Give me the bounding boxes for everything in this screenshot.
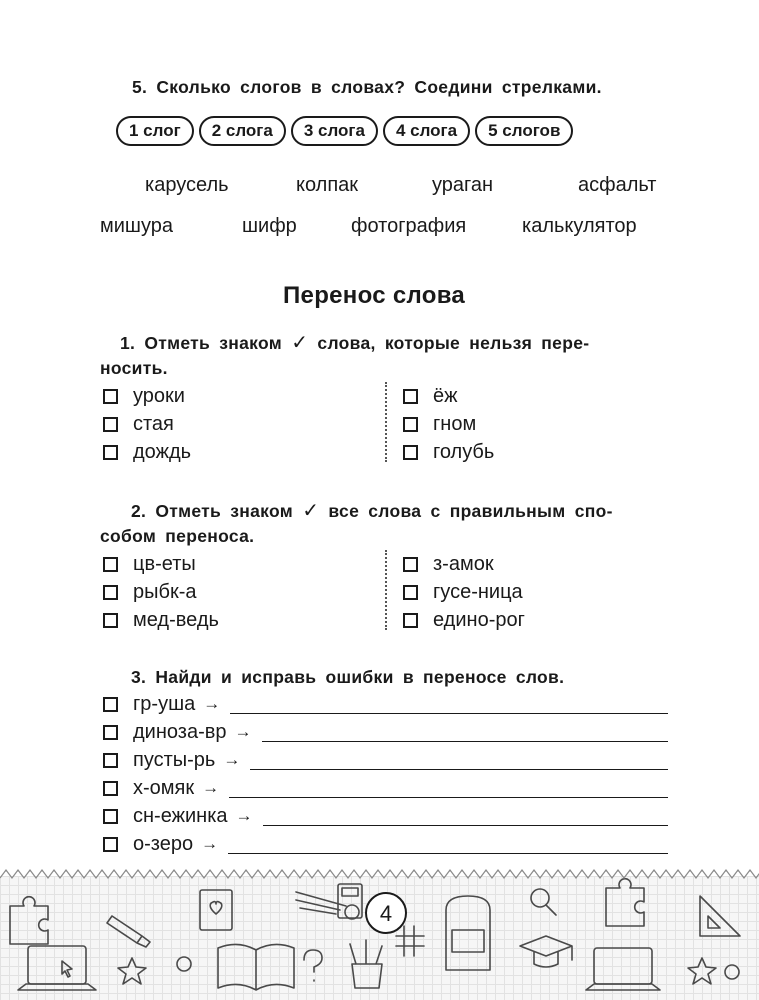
- checkbox-item[interactable]: [103, 606, 219, 634]
- syllable-option[interactable]: 2 слога: [199, 116, 286, 146]
- task1-title-end: слова, которые нельзя пере-: [317, 333, 590, 353]
- checkbox-item[interactable]: [103, 382, 185, 410]
- syllable-option[interactable]: 4 слога: [383, 116, 470, 146]
- word-item[interactable]: калькулятор: [522, 215, 637, 237]
- checkbox-label: з-амок: [433, 552, 494, 575]
- checkbox-item[interactable]: [403, 550, 494, 578]
- correction-row[interactable]: [103, 774, 668, 802]
- checkbox[interactable]: [103, 837, 118, 852]
- checkbox[interactable]: [103, 725, 118, 740]
- checkbox[interactable]: [403, 417, 418, 432]
- task3-title: 3. Найди и исправь ошибки в переносе слов.: [131, 667, 565, 687]
- arrow-right-icon: →: [235, 806, 253, 825]
- task2-title: [131, 498, 613, 523]
- word-item[interactable]: асфальт: [578, 174, 657, 196]
- word-item[interactable]: шифр: [242, 215, 297, 237]
- checkbox-item[interactable]: [403, 438, 494, 466]
- checkbox-item[interactable]: [403, 606, 525, 634]
- column-divider: [385, 382, 387, 462]
- word-item[interactable]: карусель: [145, 174, 229, 196]
- arrow-right-icon: →: [202, 778, 220, 797]
- checkbox-label: едино-рог: [433, 608, 525, 631]
- checkbox-label: ёж: [433, 384, 458, 407]
- check-mark-icon: ✓: [302, 500, 320, 522]
- correction-row[interactable]: [103, 746, 668, 774]
- task1-title-line2: носить.: [100, 358, 168, 378]
- checkbox-label: дождь: [133, 440, 192, 463]
- correction-row[interactable]: [103, 830, 668, 858]
- correction-row[interactable]: [103, 802, 668, 830]
- syllable-options: [116, 116, 661, 146]
- checkbox-item[interactable]: [403, 382, 458, 410]
- correction-word: о-зеро: [133, 832, 194, 855]
- checkbox-item[interactable]: [403, 578, 523, 606]
- check-mark-icon: ✓: [291, 332, 309, 354]
- checkbox[interactable]: [103, 613, 118, 628]
- checkbox[interactable]: [103, 753, 118, 768]
- checkbox-label: гусе-ница: [433, 580, 523, 603]
- arrow-right-icon: →: [201, 834, 219, 853]
- correction-word: сн-ежинка: [133, 804, 228, 827]
- correction-word: гр-уша: [133, 692, 196, 715]
- task2-title-start: 2. Отметь знаком: [131, 501, 294, 521]
- arrow-right-icon: →: [203, 694, 221, 713]
- checkbox-label: рыбк-а: [133, 580, 197, 603]
- syllable-option[interactable]: 1 слог: [116, 116, 194, 146]
- correction-word: х-омяк: [133, 776, 195, 799]
- answer-line[interactable]: [230, 697, 668, 714]
- task1-title-start: 1. Отметь знаком: [120, 333, 283, 353]
- checkbox-item[interactable]: [103, 438, 191, 466]
- checkbox[interactable]: [103, 781, 118, 796]
- word-item[interactable]: мишура: [100, 215, 173, 237]
- checkbox[interactable]: [403, 445, 418, 460]
- task2-title-line2: собом переноса.: [100, 526, 255, 546]
- answer-line[interactable]: [262, 725, 669, 742]
- arrow-right-icon: →: [223, 750, 241, 769]
- section-title: Перенос слова: [283, 282, 466, 309]
- checkbox[interactable]: [403, 557, 418, 572]
- checkbox-label: гном: [433, 412, 477, 435]
- correction-row[interactable]: [103, 718, 668, 746]
- task2-title-end: все слова с правильным спо-: [328, 501, 613, 521]
- checkbox[interactable]: [103, 557, 118, 572]
- checkbox[interactable]: [103, 809, 118, 824]
- checkbox-item[interactable]: [103, 550, 196, 578]
- arrow-right-icon: →: [234, 722, 252, 741]
- syllable-option[interactable]: 5 слогов: [475, 116, 573, 146]
- answer-line[interactable]: [250, 753, 668, 770]
- correction-word: пусты-рь: [133, 748, 216, 771]
- answer-line[interactable]: [228, 837, 668, 854]
- checkbox[interactable]: [103, 389, 118, 404]
- page-number: 4: [365, 892, 407, 934]
- checkbox-item[interactable]: [403, 410, 476, 438]
- correction-word: диноза-вр: [133, 720, 227, 743]
- checkbox-label: голубь: [433, 440, 495, 463]
- checkbox-item[interactable]: [103, 578, 197, 606]
- correction-row[interactable]: [103, 690, 668, 718]
- checkbox[interactable]: [403, 613, 418, 628]
- checkbox-label: уроки: [133, 384, 185, 407]
- word-item[interactable]: ураган: [432, 174, 494, 196]
- answer-line[interactable]: [229, 781, 668, 798]
- word-item[interactable]: колпак: [296, 174, 359, 196]
- zigzag-border: [0, 868, 759, 880]
- checkbox[interactable]: [103, 417, 118, 432]
- checkbox-label: стая: [133, 412, 174, 435]
- column-divider: [385, 550, 387, 630]
- task1-title: [120, 330, 589, 355]
- checkbox[interactable]: [103, 445, 118, 460]
- checkbox[interactable]: [103, 697, 118, 712]
- task5-title: 5. Сколько слогов в словах? Соедини стрелками.: [132, 77, 602, 97]
- syllable-option[interactable]: 3 слога: [291, 116, 378, 146]
- word-item[interactable]: фотография: [351, 215, 467, 237]
- checkbox[interactable]: [103, 585, 118, 600]
- checkbox[interactable]: [403, 389, 418, 404]
- checkbox-label: мед-ведь: [133, 608, 219, 631]
- answer-line[interactable]: [263, 809, 668, 826]
- checkbox[interactable]: [403, 585, 418, 600]
- checkbox-item[interactable]: [103, 410, 174, 438]
- checkbox-label: цв-еты: [133, 552, 196, 575]
